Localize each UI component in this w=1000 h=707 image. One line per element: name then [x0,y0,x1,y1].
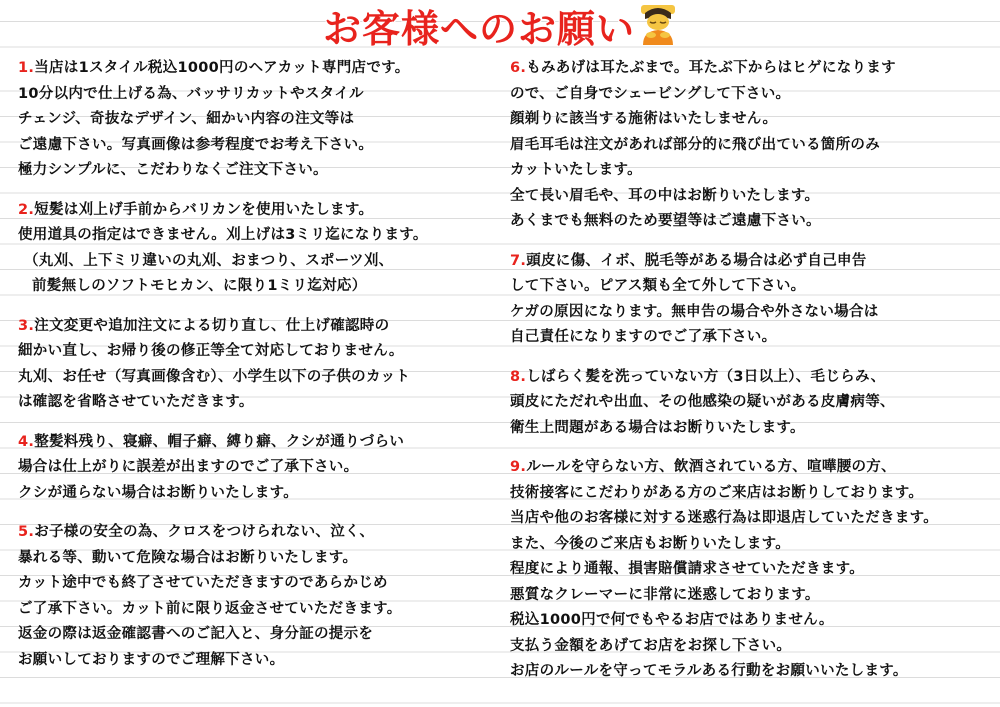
text-line: ご遠慮下さい。写真画像は参考程度でお考え下さい。 [18,136,374,153]
text-line: ので、ご自身でシェービングして下さい。 [510,85,791,102]
text-line: 自己責任になりますのでご了承下さい。 [510,329,777,345]
page-title [0,0,1000,50]
text-line: 返金の際は返金確認書へのご記入と、身分証の提示を [18,626,374,642]
rule-2 [18,198,498,300]
text-line: 眉毛耳毛は注文があれば部分的に飛び出ている箇所のみ [510,136,880,153]
text-line: 9.ルールを守らない方、飲酒されている方、喧嘩腰の方、 [510,459,896,475]
rule-8 [510,365,995,442]
text-line: 丸刈、お任せ（写真画像含む）、小学生以下の子供のカット [18,368,411,385]
rule-9 [510,455,995,685]
text-line: あくまでも無料のため要望等はご遠慮下さい。 [510,213,821,229]
rule-1 [18,56,498,184]
rule-7 [510,249,995,351]
text-line: 技術接客にこだわりがある方のご来店はお断りしております。 [510,484,924,501]
text-line: 頭皮にただれや出血、その他感染の疑いがある皮膚病等、 [510,394,895,410]
text-line: 当店や他のお客様に対する迷惑行為は即退店していただきます。 [510,510,939,526]
text-line: 場合は仕上がりに誤差が出ますのでご了承下さい。 [18,459,359,475]
text-line: 4.整髪料残り、寝癖、帽子癖、縛り癖、クシが通りづらい [18,433,405,450]
text-line: 悪質なクレーマーに非常に迷惑しております。 [510,586,820,603]
text-line: 顔剃りに該当する施術はいたしません。 [510,111,778,127]
text-line: 1.当店は1スタイル税込1000円のヘアカット専門店です。 [18,60,410,76]
text-line: また、今後のご来店もお断りいたします。 [510,535,791,552]
text-line: 3.注文変更や追加注文による切り直し、仕上げ確認時の [18,317,390,334]
left-column [18,56,498,687]
text-line: （丸刈、上下ミリ違いの丸刈、おまつり、スポーツ刈、 [24,252,394,269]
text-line: 支払う金額をあげてお店をお探し下さい。 [510,637,792,654]
title-text: お客様へのお願い [322,6,635,51]
text-line: お店のルールを守ってモラルある行動をお願いいたします。 [510,663,908,679]
text-line: 5.お子様の安全の為、クロスをつけられない、泣く、 [18,524,375,540]
text-line: クシが通らない場合はお断りいたします。 [18,484,299,501]
text-line: 全て長い眉毛や、耳の中はお断りいたします。 [510,187,820,204]
rule-4 [18,430,498,507]
text-line: 10分以内で仕上げる為、バッサリカットやスタイル [18,85,364,102]
text-line: カット途中でも終了させていただきますのであらかじめ [18,575,388,591]
text-line: カットいたします。 [510,162,642,178]
rule-5 [18,520,498,673]
text-line: 前髪無しのソフトモヒカン、に限り1ミリ迄対応） [32,278,367,294]
text-line: お願いしておりますのでご理解下さい。 [18,651,285,668]
text-line: 暴れる等、動いて危険な場合はお断りいたします。 [18,549,358,566]
text-line: ご了承下さい。カット前に限り返金させていただきます。 [18,600,402,617]
text-line: 7.頭皮に傷、イボ、脱毛等がある場合は必ず自己申告 [510,252,867,269]
text-line: 税込1000円で何でもやるお店ではありません。 [510,612,834,628]
rule-6 [510,56,995,235]
text-line: 8.しばらく髪を洗っていない方（3日以上）、毛じらみ、 [510,368,886,385]
text-line: は確認を省略させていただきます。 [18,394,254,410]
text-line: 6.もみあげは耳たぶまで。耳たぶ下からはヒゲになります [510,60,896,76]
rule-3 [18,314,498,416]
text-line: 衛生上問題がある場合はお断りいたします。 [510,419,805,436]
bowing-person-icon [639,5,677,45]
text-line: 極力シンプルに、こだわりなくご注文下さい。 [18,162,328,178]
right-column [510,56,995,699]
text-line: チェンジ、奇抜なデザイン、細かい内容の注文等は [18,111,355,127]
text-line: 2.短髪は刈上げ手前からバリカンを使用いたします。 [18,201,374,218]
text-line: 細かい直し、お帰り後の修正等全て対応しておりません。 [18,343,404,359]
text-line: して下さい。ピアス類も全て外して下さい。 [510,278,806,294]
text-line: 使用道具の指定はできません。刈上げは3ミリ迄になります。 [18,227,428,243]
text-line: 程度により通報、損害賠償請求させていただきます。 [510,561,865,577]
text-line: ケガの原因になります。無申告の場合や外さない場合は [510,303,879,320]
